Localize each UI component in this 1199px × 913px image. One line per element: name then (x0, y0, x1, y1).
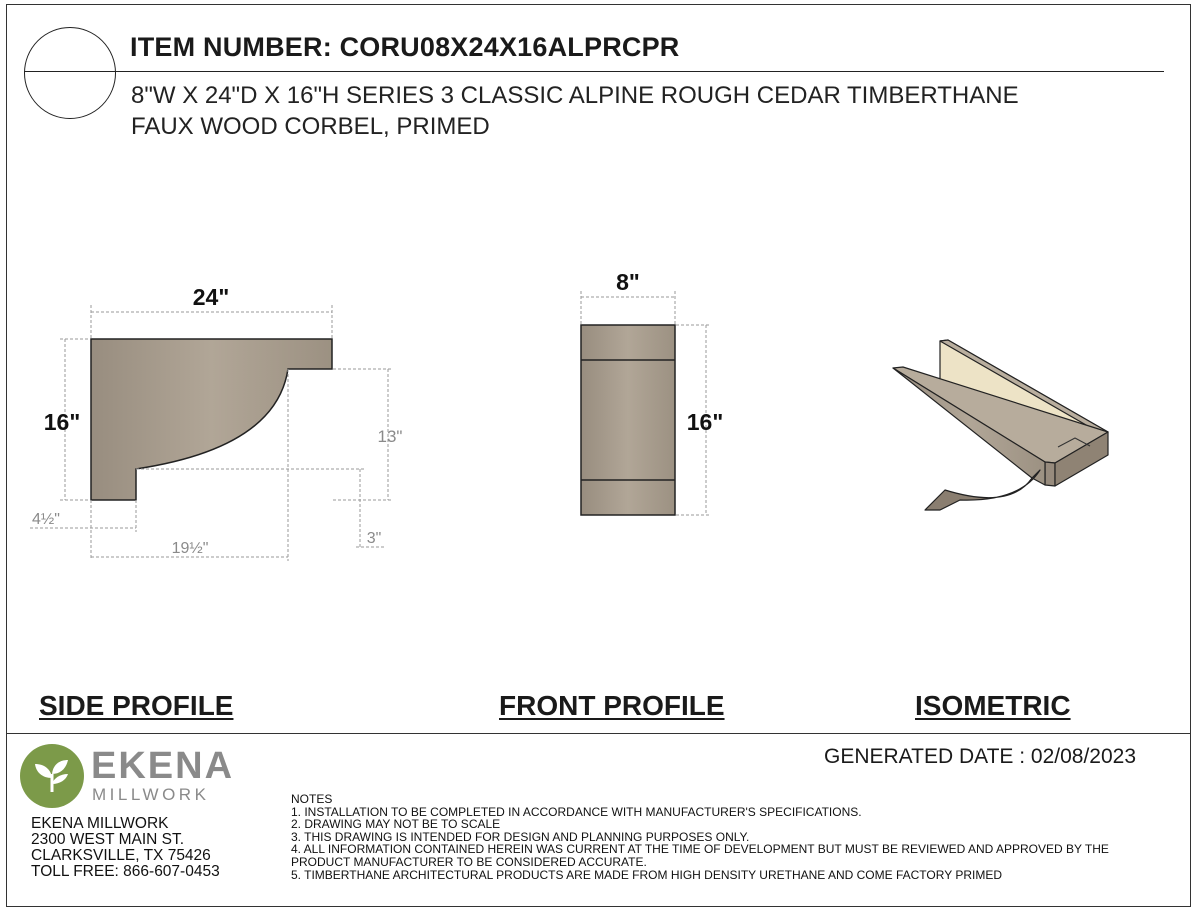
brand-subtitle: MILLWORK (92, 785, 210, 804)
side-height-label: 16" (43, 409, 81, 435)
side-toe-dimension (30, 500, 136, 560)
notes-block (291, 793, 1181, 881)
brand-name: EKENA (91, 745, 235, 787)
side-step-label: 3" (366, 530, 382, 547)
ekena-leaf-logo-icon (20, 744, 84, 808)
side-width-label: 24" (192, 284, 230, 310)
leaf-icon (20, 744, 84, 808)
front-profile-label: FRONT PROFILE (499, 690, 725, 721)
note-item: 3. THIS DRAWING IS INTENDED FOR DESIGN AND PLANNING PURPOSES ONLY. (291, 829, 750, 844)
note-item: 5. TIMBERTHANE ARCHITECTURAL PRODUCTS ARE MADE FROM HIGH DENSITY URETHANE AND COME FACTORY PRIMED (291, 867, 1002, 882)
side-profile-shape (91, 339, 332, 500)
front-width-dimension (581, 291, 675, 324)
note-item: 1. INSTALLATION TO BE COMPLETED IN ACCORDANCE WITH MANUFACTURER'S SPECIFICATIONS. (291, 804, 862, 819)
side-profile-label: SIDE PROFILE (39, 690, 234, 721)
phone-line: TOLL FREE: 866-607-0453 (31, 863, 220, 880)
iso-top-rail-front (1045, 462, 1055, 486)
footer-rule (6, 733, 1191, 734)
note-item: 4. ALL INFORMATION CONTAINED HEREIN WAS CURRENT AT THE TIME OF DEVELOPMENT BUT MUST BE REVIEWED AND APPROVED BY THE (291, 842, 1109, 857)
description-line-1: 8"W X 24"D X 16"H SERIES 3 CLASSIC ALPINE ROUGH CEDAR TIMBERTHANE (131, 82, 1019, 109)
note-item: 2. DRAWING MAY NOT BE TO SCALE (291, 817, 501, 832)
isometric-label: ISOMETRIC (915, 690, 1071, 721)
note-item: PRODUCT MANUFACTURER TO BE CONSIDERED ACCURATE. (291, 854, 647, 869)
front-profile-shape (581, 325, 675, 515)
company-address (31, 816, 220, 880)
iso-scroll-underside (925, 470, 1040, 510)
side-step-dimension (136, 469, 386, 547)
side-inner-height-label: 13" (377, 427, 403, 446)
description-line-2: FAUX WOOD CORBEL, PRIMED (131, 113, 490, 140)
address-line: CLARKSVILLE, TX 75426 (31, 847, 211, 864)
generated-date: GENERATED DATE : 02/08/2023 (824, 745, 1137, 768)
item-number: ITEM NUMBER: CORU08X24X16ALPRCPR (130, 32, 680, 62)
side-profile-drawing (30, 284, 402, 561)
front-height-label: 16" (686, 409, 724, 435)
side-toe-label: 4½" (32, 511, 60, 528)
address-line: EKENA MILLWORK (31, 815, 169, 832)
notes-title: NOTES (291, 792, 333, 806)
address-line: 2300 WEST MAIN ST. (31, 831, 185, 848)
side-scroll-label: 19½" (171, 540, 209, 557)
front-profile-drawing (581, 269, 723, 515)
isometric-drawing (893, 340, 1108, 510)
front-width-label: 8" (616, 269, 640, 295)
